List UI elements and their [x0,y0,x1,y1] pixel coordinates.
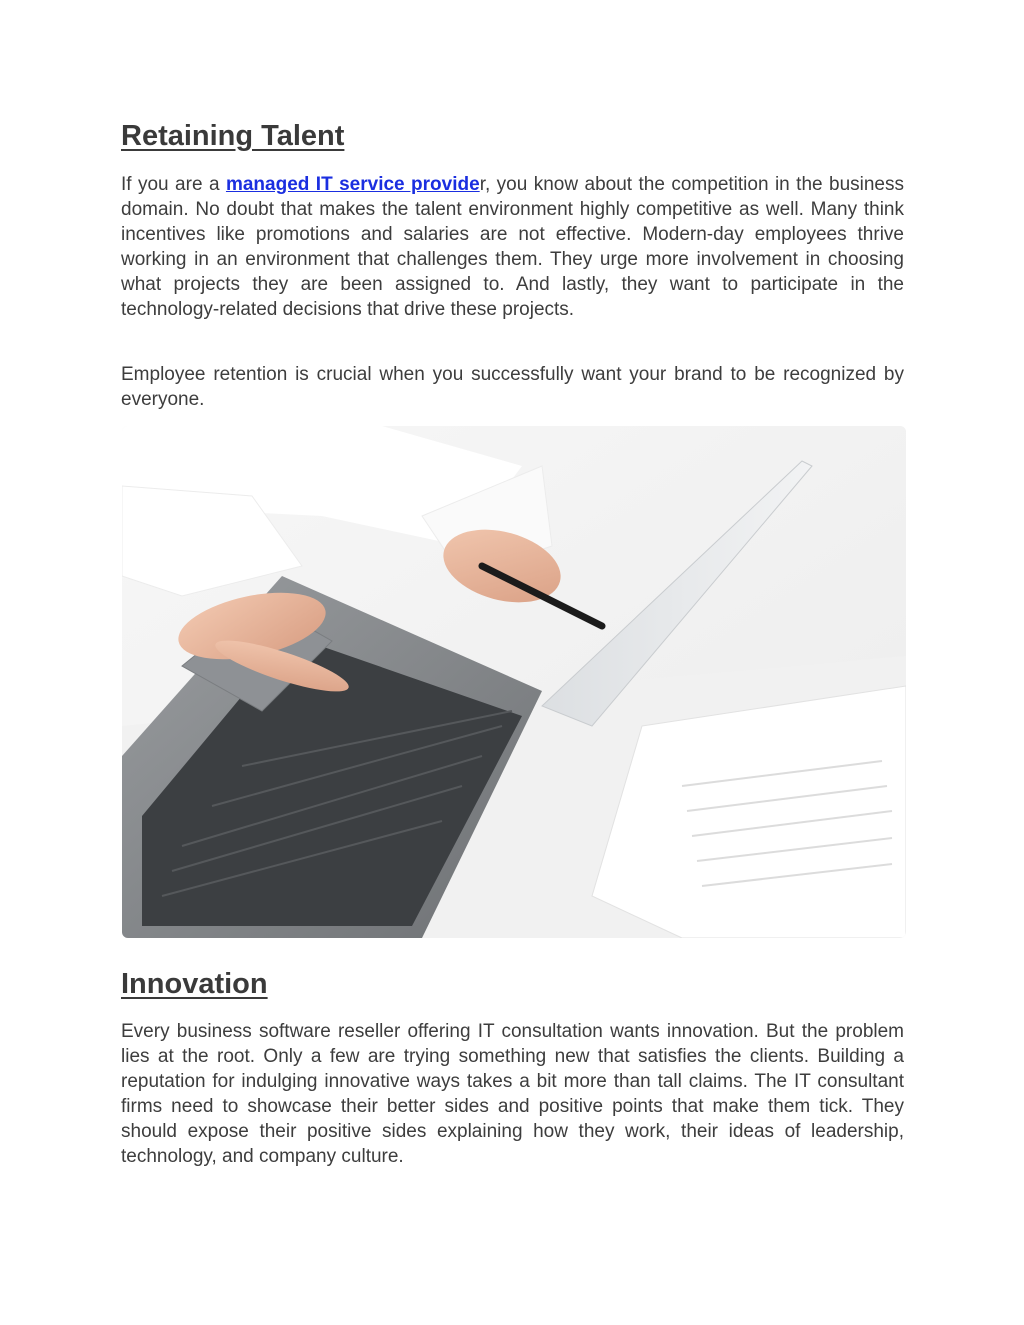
paragraph-text-after-link: r, you know about the competition in the business domain. No doubt that makes the talent environment highly competitive as well. Many think incentives like promotions and salaries are not effective. Modern-day employees thrive working in an environment that challenges them. They urge more involvement in choosing what projects they are been assigned to. And lastly, they want to participate in the technology-related decisions that drive these projects. [121,174,904,320]
heading-innovation: Innovation [121,968,268,1000]
paragraph-innovation: Every business software reseller offering IT consultation wants innovation. But the problem lies at the root. Only a few are trying something new that satisfies the clients. Building a reputation for indulging innovative ways takes a bit more than tall claims. The IT consultant firms need to showcase their better sides and positive points that make them tick. They should expose their positive sides explaining how they work, their ideas of leadership, technology, and company culture. [121,1021,904,1167]
paragraph-employee-retention: Employee retention is crucial when you successfully want your brand to be recognized by everyone. [121,364,904,410]
paragraph-text-before-link: If you are a [121,174,226,195]
heading-retaining-talent: Retaining Talent [121,120,345,152]
laptop-photo [122,426,906,938]
managed-it-service-provider-link[interactable]: managed IT service provide [225,174,480,195]
paragraph-retaining-talent [121,172,904,322]
laptop-illustration [122,426,906,938]
